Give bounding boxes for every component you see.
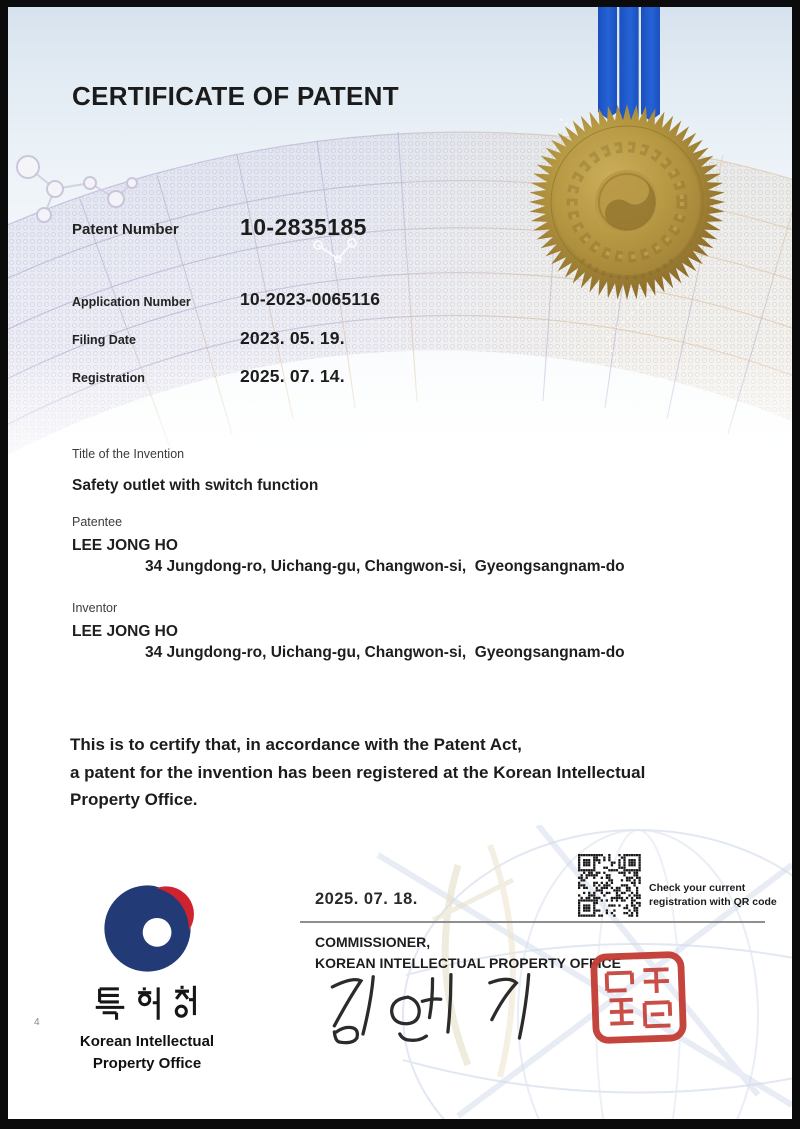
commissioner-block (315, 932, 621, 974)
gold-seal-medallion-icon (527, 102, 727, 302)
qr-caption-line-1: Check your current (649, 882, 746, 894)
registration-label: Registration (72, 371, 145, 385)
patentee-address: 34 Jungdong-ro, Uichang-gu, Changwon-si, Gyeongsangnam-do (145, 558, 625, 575)
patent-number-value: 10-2835185 (240, 214, 367, 240)
patentee-name: LEE JONG HO (72, 537, 178, 554)
certificate-title: CERTIFICATE OF PATENT (72, 81, 399, 111)
inventor-section-label: Inventor (72, 601, 118, 615)
qr-code (578, 854, 641, 917)
office-english-name (47, 1031, 247, 1075)
qr-caption (649, 881, 792, 909)
statement-line-1: This is to certify that, in accordance with the Patent Act, (70, 735, 522, 754)
office-english-line-1: Korean Intellectual (79, 1033, 215, 1050)
invention-title: Safety outlet with switch function (72, 477, 319, 494)
commissioner-line-1: COMMISSIONER, (315, 934, 431, 950)
statement-line-3: Property Office. (70, 790, 198, 809)
issue-date: 2025. 07. 18. (315, 890, 418, 908)
office-english-line-2: Property Office (92, 1055, 202, 1072)
scan-marginalia: 4 (34, 1017, 40, 1028)
kipo-government-emblem-icon (90, 871, 205, 986)
registration-value: 2025. 07. 14. (240, 366, 345, 386)
application-number-value: 10-2023-0065116 (240, 289, 381, 309)
office-korean-name-logotype (91, 985, 203, 1022)
patentee-section-label: Patentee (72, 515, 123, 529)
inventor-name: LEE JONG HO (72, 623, 178, 640)
commissioner-red-seal-icon (588, 949, 688, 1045)
signature-divider-rule (300, 921, 765, 923)
statement-line-2: a patent for the invention has been registered at the Korean Intellectual (70, 762, 646, 782)
invention-section-label: Title of the Invention (72, 447, 185, 461)
inventor-address: 34 Jungdong-ro, Uichang-gu, Changwon-si, Gyeongsangnam-do (145, 644, 625, 661)
filing-date-label: Filing Date (72, 333, 136, 347)
application-number-label: Application Number (72, 295, 191, 309)
commissioner-signature (318, 969, 543, 1054)
certificate-page (8, 7, 792, 1119)
filing-date-value: 2023. 05. 19. (240, 328, 345, 348)
qr-caption-line-2: registration with QR code (649, 896, 777, 908)
commissioner-line-2: KOREAN INTELLECTUAL PROPERTY OFFICE (315, 955, 621, 971)
patent-number-label: Patent Number (72, 221, 179, 238)
certification-statement (70, 731, 780, 814)
